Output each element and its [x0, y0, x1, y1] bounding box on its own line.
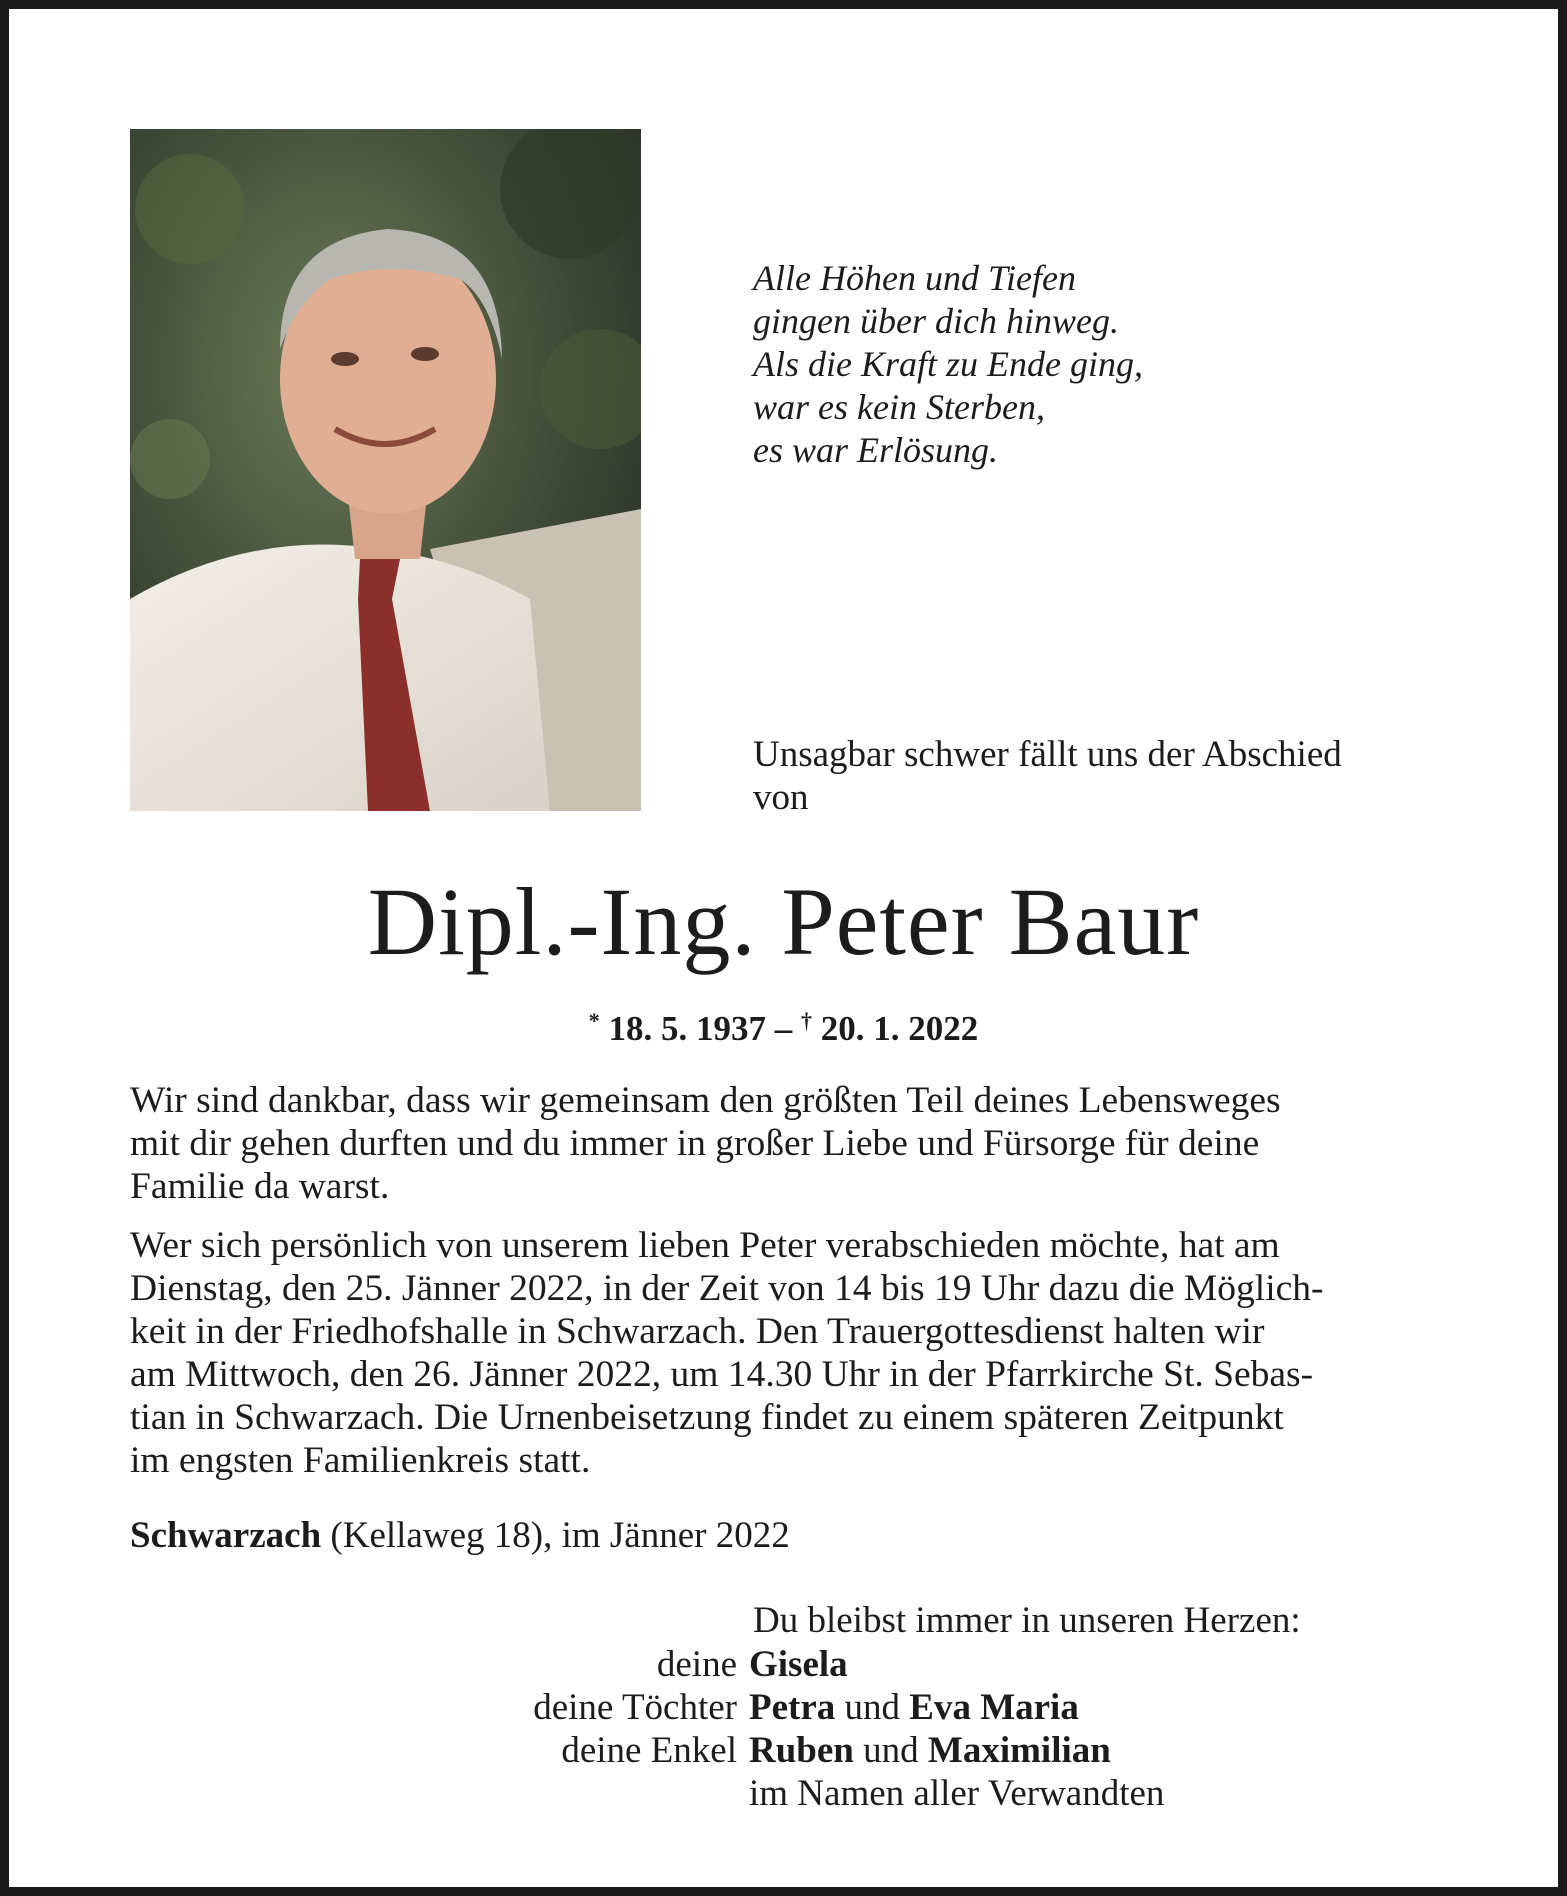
poem-line: gingen über dich hinweg. [753, 301, 1119, 341]
signature-row [309, 1729, 1409, 1772]
death-symbol: † [801, 1008, 812, 1033]
mourner-name: Gisela [749, 1644, 848, 1685]
text-line: Wer sich persönlich von unserem lieben Peter verabschieden möchte, hat am [130, 1225, 1280, 1266]
mourner-name: Eva Maria [909, 1687, 1079, 1728]
place-and-date [130, 1514, 790, 1557]
text-line: tian in Schwarzach. Die Urnenbeisetzung findet zu einem späteren Zeitpunkt [130, 1397, 1284, 1438]
mourner-name: Petra [749, 1687, 836, 1728]
relatives-note: im Namen aller Verwandten [749, 1773, 1165, 1814]
death-date: 20. 1. 2022 [820, 1009, 979, 1048]
birth-symbol: * [588, 1008, 600, 1033]
text-line: Wir sind dankbar, dass wir gemeinsam den größten Teil deines Lebensweges [130, 1080, 1281, 1121]
text-line: am Mittwoch, den 26. Jänner 2022, um 14.30 Uhr in der Pfarrkirche St. Sebas- [130, 1354, 1314, 1395]
signature-row [309, 1772, 1409, 1815]
portrait-photo [130, 129, 641, 811]
birth-date: 18. 5. 1937 [608, 1009, 766, 1048]
text-line: Familie da warst. [130, 1166, 390, 1207]
portrait-illustration [130, 129, 641, 811]
poem-line: es war Erlösung. [753, 430, 999, 470]
signature-row [309, 1686, 1409, 1729]
mourner-name: Maximilian [927, 1730, 1111, 1771]
life-dates [9, 1001, 1558, 1049]
deceased-name: Dipl.-Ing. Peter Baur [367, 868, 1200, 975]
signature-names [749, 1643, 848, 1686]
intro-line: Unsagbar schwer fällt uns der Abschied [753, 734, 1342, 775]
text-line: Dienstag, den 25. Jänner 2022, in der Zeit von 14 bis 19 Uhr dazu die Möglich- [130, 1268, 1324, 1309]
text-line: keit in der Friedhofshalle in Schwarzach. Den Trauergottesdienst halten wir [130, 1311, 1265, 1352]
intro-text [753, 733, 1483, 819]
mourner-name: Ruben [749, 1730, 854, 1771]
paragraph-funeral-details [130, 1224, 1450, 1482]
poem [753, 257, 1373, 472]
intro-line: von [753, 777, 809, 818]
relation-label-empty [309, 1772, 749, 1815]
place-address-date: (Kellaweg 18), im Jänner 2022 [321, 1515, 790, 1556]
signatures [309, 1643, 1409, 1815]
signature-row [309, 1643, 1409, 1686]
closing-line: Du bleibst immer in unseren Herzen: [753, 1600, 1301, 1641]
relation-label: deine Töchter [533, 1687, 737, 1728]
relation-label: deine Enkel [561, 1730, 737, 1771]
conjunction: und [835, 1687, 910, 1728]
signature-names [749, 1686, 1079, 1729]
date-separator: – [774, 1009, 793, 1048]
poem-line: war es kein Sterben, [753, 387, 1045, 427]
poem-line: Als die Kraft zu Ende ging, [753, 344, 1143, 384]
text-line: im engsten Familienkreis statt. [130, 1440, 591, 1481]
text-line: mit dir gehen durften und du immer in großer Liebe und Fürsorge für deine [130, 1123, 1260, 1164]
place-town: Schwarzach [130, 1515, 322, 1556]
relation-label: deine [656, 1644, 737, 1685]
conjunction: und [853, 1730, 928, 1771]
obituary-body [130, 1079, 1450, 1498]
paragraph-gratitude [130, 1079, 1450, 1208]
poem-line: Alle Höhen und Tiefen [753, 258, 1076, 298]
signature-names [749, 1729, 1111, 1772]
